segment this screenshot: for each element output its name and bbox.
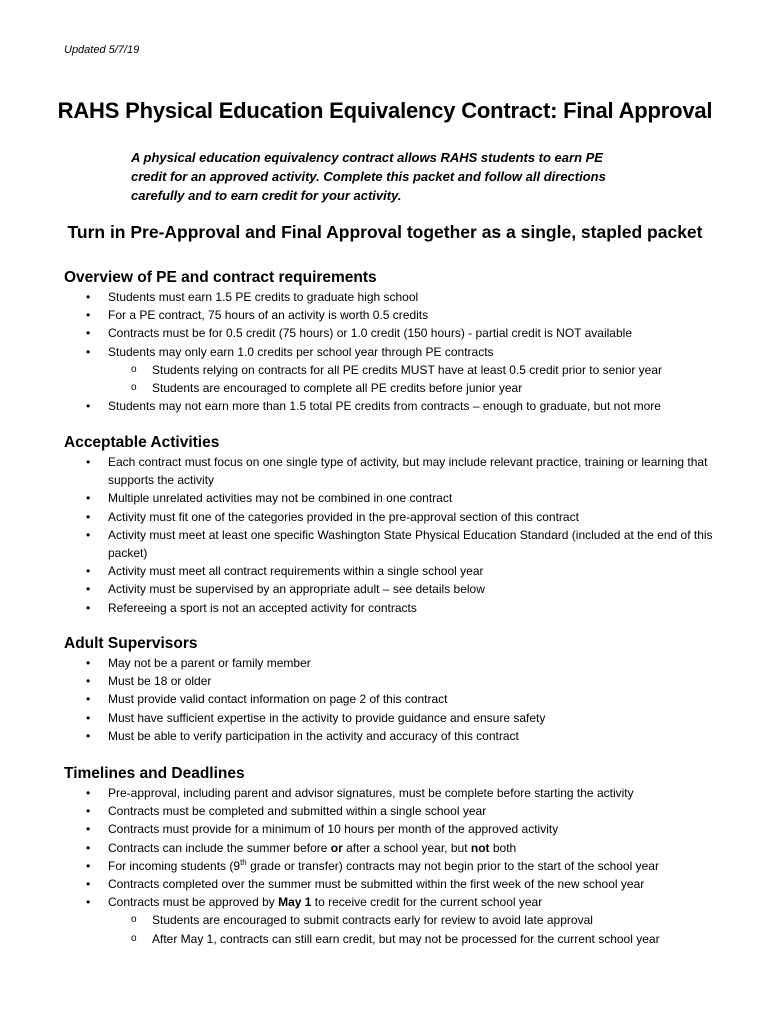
list-item: • Must have sufficient expertise in the activity to provide guidance and ensure safety: [64, 709, 714, 727]
section-heading: Timelines and Deadlines: [64, 765, 245, 782]
list-item: • Must be 18 or older: [64, 672, 714, 690]
list-item: • For incoming students (9th grade or transfer) contracts may not begin prior to the start of the school year: [64, 857, 714, 875]
section-heading: Overview of PE and contract requirements: [64, 269, 377, 286]
list-item: • Contracts must be for 0.5 credit (75 hours) or 1.0 credit (150 hours) - partial credit is NOT available: [64, 324, 714, 342]
updated-date: Updated 5/7/19: [64, 44, 140, 56]
list-item: • Activity must fit one of the categories provided in the pre-approval section of this contract: [64, 508, 714, 526]
turn-in-instruction: Turn in Pre-Approval and Final Approval together as a single, stapled packet: [67, 222, 703, 242]
page-title: RAHS Physical Education Equivalency Contract: Final Approval: [57, 98, 713, 123]
list-item: • Pre-approval, including parent and advisor signatures, must be complete before starting the activity: [64, 784, 714, 802]
section-heading: Acceptable Activities: [64, 434, 220, 451]
list-item-text: Students may only earn 1.0 credits per school year through PE contracts: [108, 344, 494, 359]
supervisors-section: [64, 634, 714, 745]
overview-section: [64, 268, 714, 415]
sub-list-item: o Students are encouraged to complete all PE credits before junior year: [64, 379, 714, 397]
list-item: • Activity must meet at least one specific Washington State Physical Education Standard (included at the end of this packet): [64, 526, 714, 562]
sub-list-item: o Students relying on contracts for all PE credits MUST have at least 0.5 credit prior to senior year: [64, 361, 714, 379]
list-item: • Multiple unrelated activities may not be combined in one contract: [64, 489, 714, 507]
sub-list-item: o Students are encouraged to submit contracts early for review to avoid late approval: [64, 911, 714, 929]
list-item: • Students may not earn more than 1.5 total PE credits from contracts – enough to graduate, but not more: [64, 397, 714, 415]
list-item: • Contracts must be completed and submitted within a single school year: [64, 802, 714, 820]
list-item: • Contracts must be approved by May 1 to receive credit for the current school year o Students are encouraged to submit contracts early for review to avoid late approval o After May 1, contracts can still earn credit, but may not be processed for the current school year: [64, 893, 714, 948]
timelines-section: [64, 764, 714, 948]
list-item: • Students must earn 1.5 PE credits to graduate high school: [64, 288, 714, 306]
list-item: [64, 343, 714, 398]
section-heading: Adult Supervisors: [64, 635, 198, 652]
list-item: • May not be a parent or family member: [64, 654, 714, 672]
list-item: • Each contract must focus on one single type of activity, but may include relevant practice, training or learning that supports the activity: [64, 453, 714, 489]
list-item: • Contracts completed over the summer must be submitted within the first week of the new school year: [64, 875, 714, 893]
list-item: • Contracts can include the summer before or after a school year, but not both: [64, 839, 714, 857]
list-item: • For a PE contract, 75 hours of an activity is worth 0.5 credits: [64, 306, 714, 324]
intro-paragraph: A physical education equivalency contract allows RAHS students to earn PE credit for an approved activity. Complete this packet and follow all directions carefully and to earn credit for your activity.: [131, 150, 606, 203]
list-item: • Must be able to verify participation in the activity and accuracy of this contract: [64, 727, 714, 745]
activities-section: [64, 433, 714, 617]
list-item: • Activity must meet all contract requirements within a single school year: [64, 562, 714, 580]
list-item: • Contracts must provide for a minimum of 10 hours per month of the approved activity: [64, 820, 714, 838]
list-item: • Must provide valid contact information on page 2 of this contract: [64, 690, 714, 708]
list-item: • Activity must be supervised by an appropriate adult – see details below: [64, 580, 714, 598]
sub-list-item: o After May 1, contracts can still earn credit, but may not be processed for the current school year: [64, 930, 714, 948]
list-item: • Refereeing a sport is not an accepted activity for contracts: [64, 599, 714, 617]
